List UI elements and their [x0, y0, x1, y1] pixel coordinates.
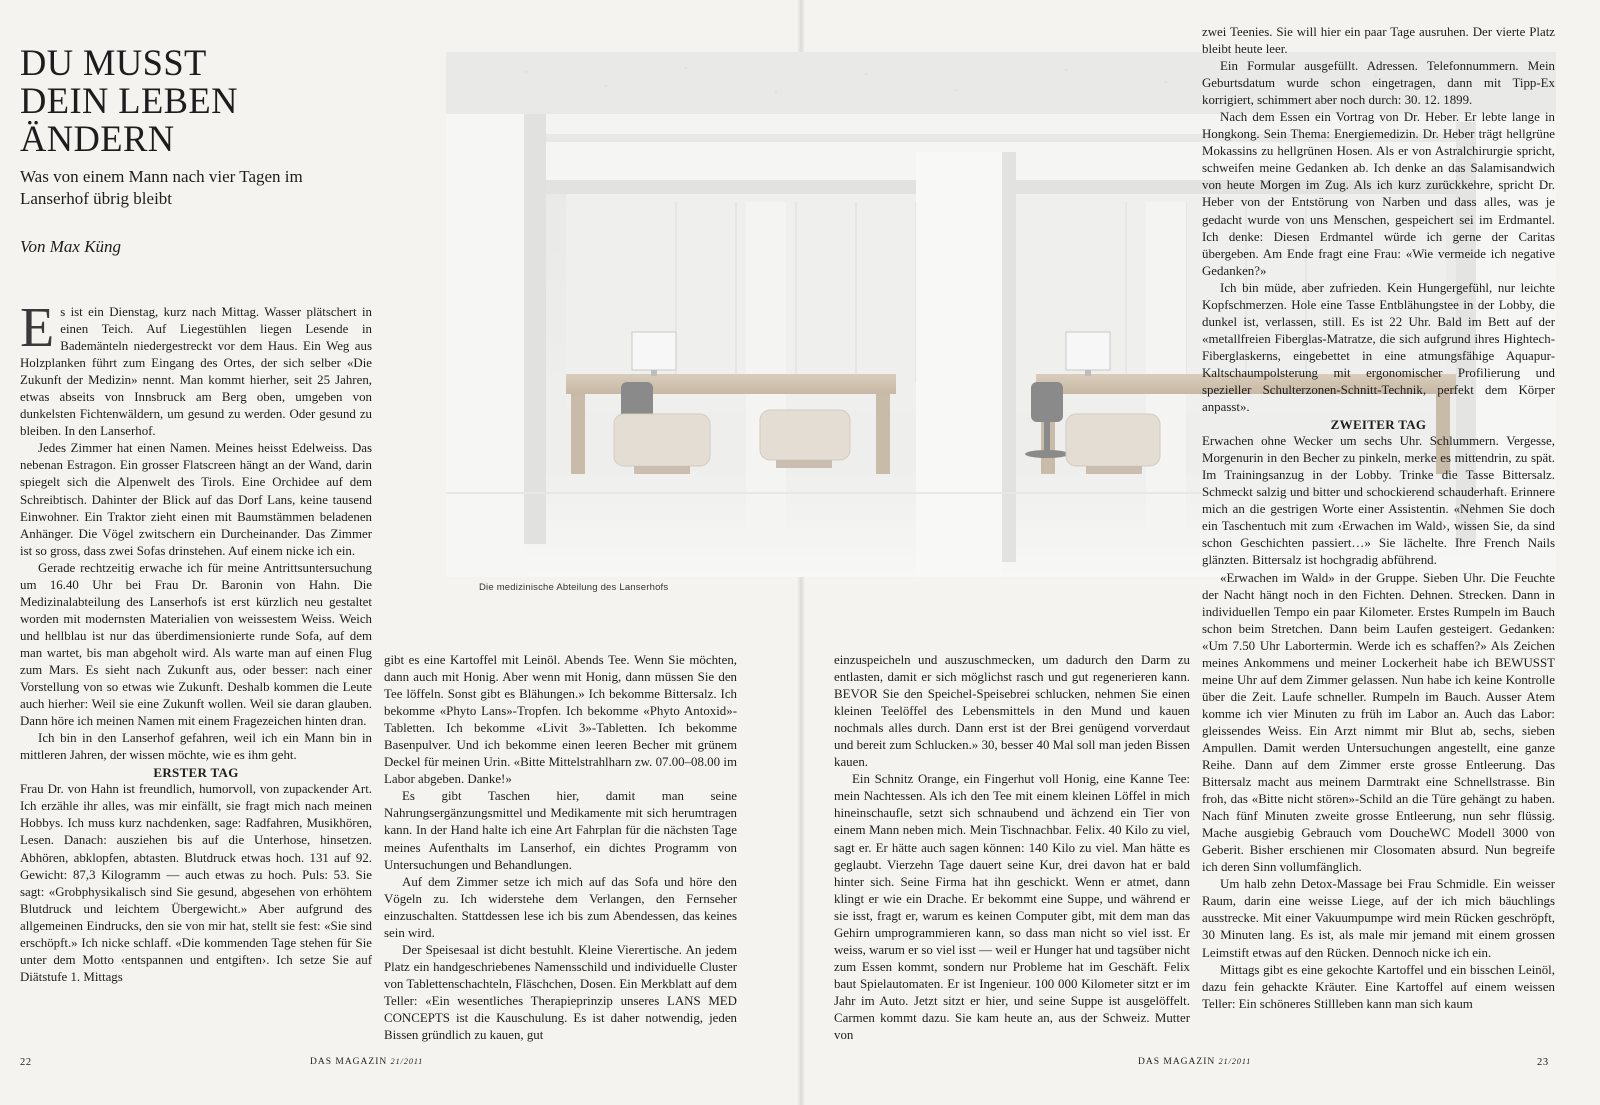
paragraph-text: s ist ein Dienstag, kurz nach Mittag. Wasser plätschert in einen Teich. Auf Liegestühlen liegen Lesende in Bademänteln niedergestreckt vor dem Haus. Ein Weg aus Holzplanken führt zum Eingang des Ortes, der sich selber «Die Zukunft der Medizin» nennt. Man kommt hierher, seit 25 Jahren, etwas abseits von Innsbruck am Berg oben, umgeben von dunkelsten Fichtenwäldern, um gesund zu werden. Oder gesund zu bleiben. In den Lanserhof.	[20, 305, 372, 439]
paragraph: Ein Schnitz Orange, ein Fingerhut voll Honig, eine Kanne Tee: mein Nachtessen. Als ich den Tee mit einem kleinen Löffel in mich hineinschaufle, setzt sich schnaubend und ächzend ein Tier von einem Mann neben mich. Mein Tischnachbar. Felix. 40 Kilo zu viel, sagt er. Er hätte auch sagen können: 140 Kilo zu viel. Man hätte es geglaubt. Vierzehn Tage dauert seine Kur, drei davon hat er bald hinter sich. Seine Firma hat ihn geschickt. Wenn er atmet, dann klingt er wie ein Drache. Er bekommt eine Suppe, und während er sie isst, fragt er, warum es keinen Computer gibt, mit dem man das Gehirn umprogrammieren kann, so dass man nicht so viel isst. Er weiss, warum er so viel isst — weil er Hunger hat und tagsüber nicht zum Essen kommt, sondern nur Probleme hat im Geschäft. Felix baut Spielautomaten. Er ist Ingenieur. 100 000 Kilometer sitzt er im Jahr im Auto. Jetzt sitzt er hier, und seine Suppe ist ausgelöffelt. Carmen kommt dazu. Sie kam heute an, aus der Schweiz. Mutter von	[834, 772, 1190, 1043]
paragraph: einzuspeicheln und auszuschmecken, um dadurch den Darm zu entlasten, damit er sich möglichst rasch und gut regenerieren kann. BEVOR Sie den Speichel-Speisebrei schlucken, nehmen Sie einen kleinen Teelöffel des Lebensmittels in den Mund und kauen nochmals alles durch. Dann erst ist der Brei genügend vorverdaut und bereit zum Schlucken.» 30, besser 40 Mal soll man jeden Bissen kauen.	[834, 653, 1190, 770]
paragraph	[20, 297, 372, 440]
paragraph: Nach dem Essen ein Vortrag von Dr. Heber. Er lebte lange in Hongkong. Sein Thema: Energiemedizin. Dr. Heber trägt hellgrüne Mokassins zu hellgrünen Hosen. Als er von Astralchirurgie spricht, schweifen meine Gedanken ab. Ich denke an das Salamisandwich von heute Morgen im Zug. Als ich kurz zurückkehre, spricht Dr. Heber von der Entstörung von Narben und dass alles, was je gedacht wurde von uns Menschen, gespeichert sei im Erdmantel. Ich denke: Diesen Erdmantel würde ich gerne der Caritas übergeben. Am Ende fragt eine Frau: «Wie vermeide ich negative Gedanken?»	[1202, 110, 1555, 278]
magazine-footer-right	[1138, 1057, 1251, 1067]
paragraph: Mittags gibt es eine gekochte Kartoffel und ein bisschen Leinöl, dazu fein gehackte Kräuter. Eine Kartoffel auf einem weissen Teller: Ein schöneres Stillleben kann man sich kaum	[1202, 962, 1555, 1011]
column-3	[834, 652, 1190, 1044]
paragraph: Der Speisesaal ist dicht bestuhlt. Kleine Vierertische. An jedem Platz ein handgeschriebenes Namensschild und individuelle Cluster von Tablettenschachteln, Fläschchen, Dosen. Ein Merkblatt auf dem Teller: «Ein wesentliches Therapieprinzip unseres LANS MED CONCEPTS ist die Kauschulung. Es ist daher notwendig, jeden Bissen gründlich zu kauen, gut	[384, 942, 737, 1043]
issue-number: 21/2011	[1218, 1057, 1252, 1066]
drop-cap: E	[20, 297, 55, 359]
title-line: ÄNDERN	[20, 118, 175, 159]
magazine-footer-left	[310, 1057, 423, 1067]
column-2	[384, 652, 737, 1044]
section-heading: ZWEITER TAG	[1330, 417, 1427, 433]
title-line: DU MUSST	[20, 42, 207, 83]
page-number-left: 22	[20, 1057, 32, 1068]
paragraph: Ein Formular ausgefüllt. Adressen. Telefonnummern. Mein Geburtsdatum wurde schon eingetragen, dann mit Tipp-Ex korrigiert, schimmert aber noch durch: 30. 12. 1899.	[1202, 59, 1555, 108]
photo-caption: Die medizinische Abteilung des Lanserhofs	[479, 582, 669, 593]
column-4	[1202, 24, 1555, 1013]
paragraph: gibt es eine Kartoffel mit Leinöl. Abends Tee. Wenn Sie möchten, dann auch mit Honig. Aber wenn mit Honig, dann müssen Sie den Tee löffeln. Sonst gibt es Blähungen.» Ich bekomme Bittersalz. Ich bekomme «Phyto Lans»-Tropfen. Ich bekomme «Phyto Antoxid»-Tabletten. Ich bekomme «Livit 3»-Tabletten. Ich bekomme Basenpulver. Und ich bekomme einen leeren Becher mit grünem Deckel für meinen Urin. «Bitte Mittelstrahlharn zw. 07.00–08.00 im Labor abgeben. Danke!»	[384, 653, 737, 787]
paragraph: zwei Teenies. Sie will hier ein paar Tage ausruhen. Der vierte Platz bleibt heute leer.	[1202, 25, 1555, 57]
paragraph: Ich bin in den Lanserhof gefahren, weil ich ein Mann bin in mittleren Jahren, der wissen möchte, wie es ihm geht.	[20, 731, 372, 763]
article-byline: Von Max Küng	[20, 237, 122, 256]
paragraph: Gerade rechtzeitig erwache ich für meine Antrittsuntersuchung um 16.40 Uhr bei Frau Dr. Baronin von Hahn. Die Medizinalabteilung des Lanserhofs ist erst kürzlich neu gestaltet worden mit modernsten Materialien von weissestem Weiss. Weich und hellblau ist nur das überdimensionierte runde Sofa, auf dem man wartet, bis man abgeholt wird. Als warte man auf einen Flug zum Mars. Es sieht nach Zukunft aus, oder besser: nach einer Vorstellung von so etwas wie Zukunft. Deshalb kommen die Leute auch hierher: Weil sie eine Zukunft wollen. Weil sie daran glauben. Dann höre ich meinen Namen mit einem Fragezeichen hinten dran.	[20, 560, 372, 729]
paragraph: Um halb zehn Detox-Massage bei Frau Schmidle. Ein weisser Raum, darin eine weisse Liege, auf der ich mich bäuchlings ausstrecke. Mit einer Vakuumpumpe wird mein Rücken geschröpft, 30 Minuten lang. Es ist, als male mir jemand mit einem grossen Leimstift etwas auf den Rücken. Dennoch nicke ich ein.	[1202, 877, 1555, 960]
article-subtitle: Was von einem Mann nach vier Tagen im Lanserhof übrig bleibt	[20, 167, 303, 208]
paragraph: Ich bin müde, aber zufrieden. Kein Hungergefühl, nur leichte Kopfschmerzen. Hole eine Tasse Entblähungstee in der Lobby, die dunkel ist, verlassen, still. Es ist 22 Uhr. Bald im Bett auf der «metallfreien Fiberglas-Matratze, die sich aufgrund ihres Hightech-Fiberglaskerns, eingebettet in eine atmungsfähige Aquapur-Kaltschaumpolsterung mit ergonomischer Profilierung und spezieller Schulterzonen-Schnitt-Technik, perfekt dem Körper anpasst».	[1202, 280, 1555, 415]
column-1	[20, 297, 372, 986]
magazine-name: DAS MAGAZIN	[1138, 1057, 1216, 1067]
page-number-right: 23	[1537, 1057, 1549, 1068]
paragraph: Es gibt Taschen hier, damit man seine Nahrungsergänzungsmittel und Medikamente mit sich herumtragen kann. In der Hand halte ich eine Art Fahrplan für die nächsten Tage meines Aufenthalts im Lanserhof, ein dichtes Programm von Untersuchungen und Behandlungen.	[384, 789, 737, 872]
paragraph: Jedes Zimmer hat einen Namen. Meines heisst Edelweiss. Das nebenan Estragon. Ein grosser Flatscreen hängt an der Wand, darin spiegelt sich die Alpenwelt des Tirols. Eine Orchidee auf dem Schreibtisch. Dahinter der Blick auf das Dorf Lans, keine tausend Einwohner. Ein Traktor zieht einen mit Baumstämmen beladenen Anhänger. Die Vögel zwitschern ein Durcheinander. Das Zimmer ist so gross, dass zwei Sofas drinstehen. Auf einem nicke ich ein.	[20, 441, 372, 558]
section-heading: ERSTER TAG	[153, 765, 239, 781]
article-title	[20, 44, 350, 158]
magazine-name: DAS MAGAZIN	[310, 1057, 388, 1067]
title-line: DEIN LEBEN	[20, 80, 238, 121]
paragraph: «Erwachen im Wald» in der Gruppe. Sieben Uhr. Die Feuchte der Nacht hängt noch in den Fichten. Dehnen. Strecken. Dann in individuellen Tempo ein paar Kilometer. Erstes Rumpeln im Bauch schon beim Stretchen. Dann beim Laufen gesteigert. Gedanken: «Um 7.50 Uhr Labortermin. Werde ich es schaffen?» Als Zeichen meines Ankommens und meiner Lockerheit habe ich BEWUSST meine Uhr auf dem Zimmer gelassen. Nun habe ich keine Kontrolle über die Zeit. Laufe schneller. Rumpeln im Bauch. Ausser Atem komme ich vier Minuten zu früh im Labor an. Auch das Labor: gleissendes Weiss. Ein Arzt nimmt mir Blut ab, sechs, sieben Ampullen. Damit werden Untersuchungen angestellt, eine ganze Reihe. Dann auf dem Zimmer erste grosse Entleerung. Das Bittersalz macht aus meinem Darmtrakt eine Schnellstrasse. Bin froh, das «Bitte nicht stören»-Schild an die Türe gehängt zu haben. Nach fünf Minuten zweite grosse Entleerung, nun sehr flüssig. Mache ausgiebig Gebrauch vom DoucheWC Modell 3000 von Geberit. Bisher erschienen mir Closomaten absurd. Nun begreife ich deren Sinn vollumfänglich.	[1202, 570, 1555, 875]
paragraph: Auf dem Zimmer setze ich mich auf das Sofa und höre den Vögeln zu. Ich widerstehe dem Verlangen, den Fernseher einzuschalten. Stattdessen lese ich bis zum Abendessen, das keines sein wird.	[384, 874, 737, 940]
paragraph: Erwachen ohne Wecker um sechs Uhr. Schlummern. Vergesse, Morgenurin in den Becher zu pinkeln, merke es mittendrin, zu spät. Im Trainingsanzug in der Lobby. Trinke die Tasse Bittersalz. Schmeckt salzig und bitter und schockierend schauderhaft. Erinnere mich an die gestrigen Worte einer Assistentin. «Nehmen Sie doch ein Taschentuch mit zum ‹Erwachen im Wald›, wissen Sie, da sind schon Geschichten passiert…» Sie lächelte. Ihre French Nails glänzten. Bittersalz ist hochgradig abführend.	[1202, 434, 1555, 568]
issue-number: 21/2011	[390, 1057, 424, 1066]
paragraph: Frau Dr. von Hahn ist freundlich, humorvoll, von zupackender Art. Ich erzähle ihr alles, was mir einfällt, sie fragt mich nach meinen Hobbys. Ich muss kurz nachdenken, sage: Radfahren, Musikhören, Lesen. Danach: ausziehen bis auf die Unterhose, hinsetzen. Abhören, abklopfen, abtasten. Blutdruck etwas hoch. 131 auf 92. Gewicht: 87,3 Kilogramm — auch etwas zu hoch. Puls: 53. Sie sagt: «Grobphysikalisch sind Sie gesund, abgesehen von erhöhtem Blutdruck und leichtem Übergewicht.» Aber aufgrund des allgemeinen Eindrucks, den sie von mir hat, stellt sie fest: «Sie sind erschöpft.» Ich nicke schlaff. «Die kommenden Tage stehen für Sie unter dem Motto ‹entspannen und entgiften›. Ich setze Sie auf Diätstufe 1. Mittags	[20, 782, 372, 984]
